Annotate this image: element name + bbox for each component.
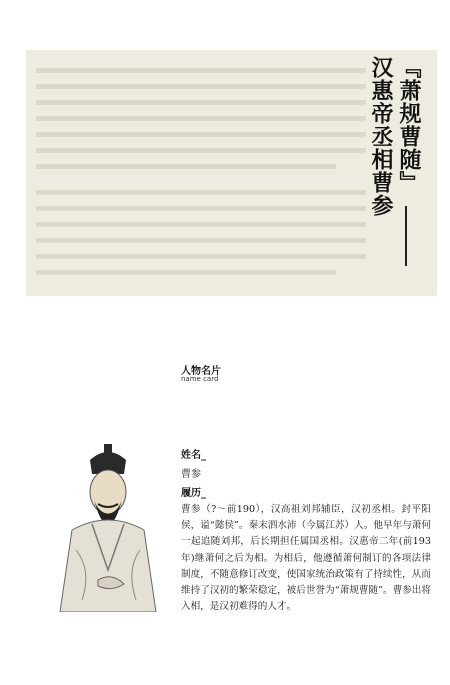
title-main: 『萧规曹随』: [396, 56, 422, 194]
card-subheading: name card: [181, 375, 219, 383]
name-value: 曹参: [181, 469, 201, 480]
card-heading: 人物名片: [181, 366, 221, 377]
cao-can-portrait: [52, 440, 164, 612]
title-rule: [405, 206, 407, 266]
title-subject: 汉惠帝丞相曹参: [368, 56, 394, 217]
name-label: 姓名_: [181, 450, 206, 461]
resume-label: 履历_: [181, 488, 206, 499]
biography-text: 曹参（?～前190），汉高祖刘邦辅臣，汉初丞相。封平阳侯，谥“懿侯”。秦末泗水沛（今属江苏）人。他早年与萧何一起追随刘邦，后长期担任属国丞相。汉惠帝二年(前193年)继萧何之后为相。为相后，他遵循萧何制订的各项法律制度，不随意修订改变，使国家统治政策有了持续性，从而维持了汉初的繁荣稳定，被后世誉为“萧规曹随”。曹参出将入相，是汉初难得的人才。: [181, 504, 431, 613]
